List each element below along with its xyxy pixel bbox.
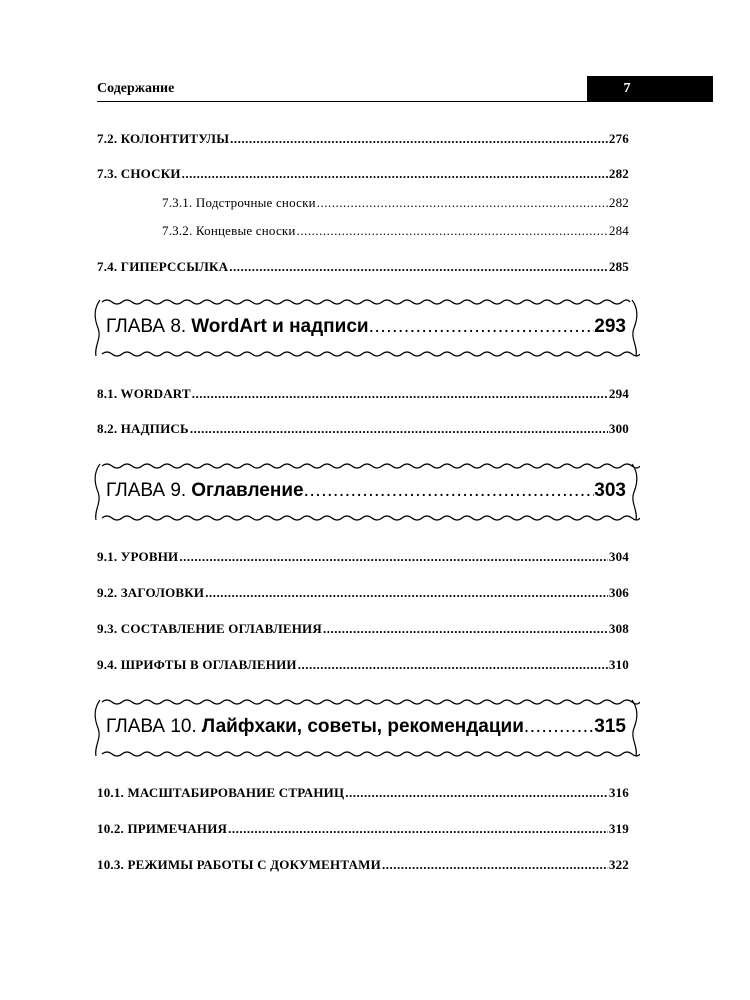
toc-entry-page: 300 xyxy=(608,421,629,436)
toc-entry-page: 284 xyxy=(608,223,629,238)
chapter-page: 303 xyxy=(594,480,626,501)
chapter-title: Оглавление xyxy=(191,480,304,501)
toc-entry-page: 282 xyxy=(608,166,629,181)
dot-leader xyxy=(297,223,608,239)
toc-entry-page: 285 xyxy=(608,259,629,274)
dot-leader xyxy=(345,785,608,801)
chapter-prefix: ГЛАВА 9. xyxy=(106,480,187,501)
dot-leader xyxy=(229,259,608,275)
page-number-box xyxy=(587,76,713,102)
chapter-prefix: ГЛАВА 8. xyxy=(106,316,187,337)
toc-entry-page: 316 xyxy=(608,785,629,800)
chapter-page: 293 xyxy=(594,316,626,337)
toc-entry-10-1[interactable] xyxy=(97,785,629,801)
dot-leader xyxy=(230,131,608,147)
chapter-heading-10[interactable] xyxy=(92,696,640,760)
dot-leader xyxy=(205,585,608,601)
toc-entry-label: 10.2. ПРИМЕЧАНИЯ xyxy=(97,821,228,836)
dot-leader xyxy=(298,657,608,673)
toc-entry-page: 308 xyxy=(608,621,629,636)
toc-entry-label: 7.3.2. Концевые сноски xyxy=(162,223,296,238)
toc-entry-7-3-2[interactable] xyxy=(162,223,629,239)
toc-entry-7-2[interactable] xyxy=(97,131,629,147)
toc-entry-7-3-1[interactable] xyxy=(162,195,629,211)
toc-entry-page: 310 xyxy=(608,657,629,672)
toc-entry-page: 276 xyxy=(608,131,629,146)
dot-leader xyxy=(179,549,608,565)
header-title: Содержание xyxy=(97,81,175,96)
toc-entry-label: 10.3. РЕЖИМЫ РАБОТЫ С ДОКУМЕНТАМИ xyxy=(97,857,381,872)
toc-entry-10-3[interactable] xyxy=(97,857,629,873)
toc-entry-label: 7.2. КОЛОНТИТУЛЫ xyxy=(97,131,230,146)
toc-entry-page: 282 xyxy=(608,195,629,210)
chapter-heading-9[interactable] xyxy=(92,460,640,524)
toc-entry-label: 8.2. НАДПИСЬ xyxy=(97,421,189,436)
toc-entry-9-4[interactable] xyxy=(97,657,629,673)
page-number: 7 xyxy=(623,81,631,96)
toc-entry-label: 7.4. ГИПЕРССЫЛКА xyxy=(97,259,229,274)
chapter-title: Лайфхаки, советы, рекомендации xyxy=(201,716,524,737)
toc-entry-page: 319 xyxy=(608,821,629,836)
toc-entry-page: 294 xyxy=(608,386,629,401)
toc-entry-7-4[interactable] xyxy=(97,259,629,275)
toc-entry-label: 7.3. СНОСКИ xyxy=(97,166,181,181)
chapter-title: WordArt и надписи xyxy=(191,316,369,337)
dot-leader xyxy=(369,316,595,338)
toc-entry-page: 304 xyxy=(608,549,629,564)
toc-entry-9-1[interactable] xyxy=(97,549,629,565)
dot-leader xyxy=(317,195,608,211)
toc-entry-page: 322 xyxy=(608,857,629,872)
chapter-heading-8[interactable] xyxy=(92,296,640,360)
toc-entry-label: 10.1. МАСШТАБИРОВАНИЕ СТРАНИЦ xyxy=(97,785,345,800)
dot-leader xyxy=(323,621,608,637)
dot-leader xyxy=(382,857,608,873)
dot-leader xyxy=(304,480,595,502)
toc-entry-9-3[interactable] xyxy=(97,621,629,637)
dot-leader xyxy=(228,821,608,837)
dot-leader xyxy=(524,716,594,738)
toc-entry-7-3[interactable] xyxy=(97,166,629,182)
dot-leader xyxy=(182,166,608,182)
toc-entry-page: 306 xyxy=(608,585,629,600)
dot-leader xyxy=(190,421,608,437)
toc-entry-label: 9.4. ШРИФТЫ В ОГЛАВЛЕНИИ xyxy=(97,657,297,672)
chapter-page: 315 xyxy=(594,716,626,737)
chapter-prefix: ГЛАВА 10. xyxy=(106,716,197,737)
toc-entry-label: 9.2. ЗАГОЛОВКИ xyxy=(97,585,205,600)
toc-entry-label: 8.1. WORDART xyxy=(97,386,191,401)
toc-entry-label: 9.1. УРОВНИ xyxy=(97,549,179,564)
header-rule xyxy=(97,101,587,102)
toc-entry-8-1[interactable] xyxy=(97,386,629,402)
toc-entry-label: 7.3.1. Подстрочные сноски xyxy=(162,195,316,210)
toc-entry-label: 9.3. СОСТАВЛЕНИЕ ОГЛАВЛЕНИЯ xyxy=(97,621,322,636)
toc-entry-9-2[interactable] xyxy=(97,585,629,601)
toc-entry-8-2[interactable] xyxy=(97,421,629,437)
toc-entry-10-2[interactable] xyxy=(97,821,629,837)
dot-leader xyxy=(192,386,608,402)
